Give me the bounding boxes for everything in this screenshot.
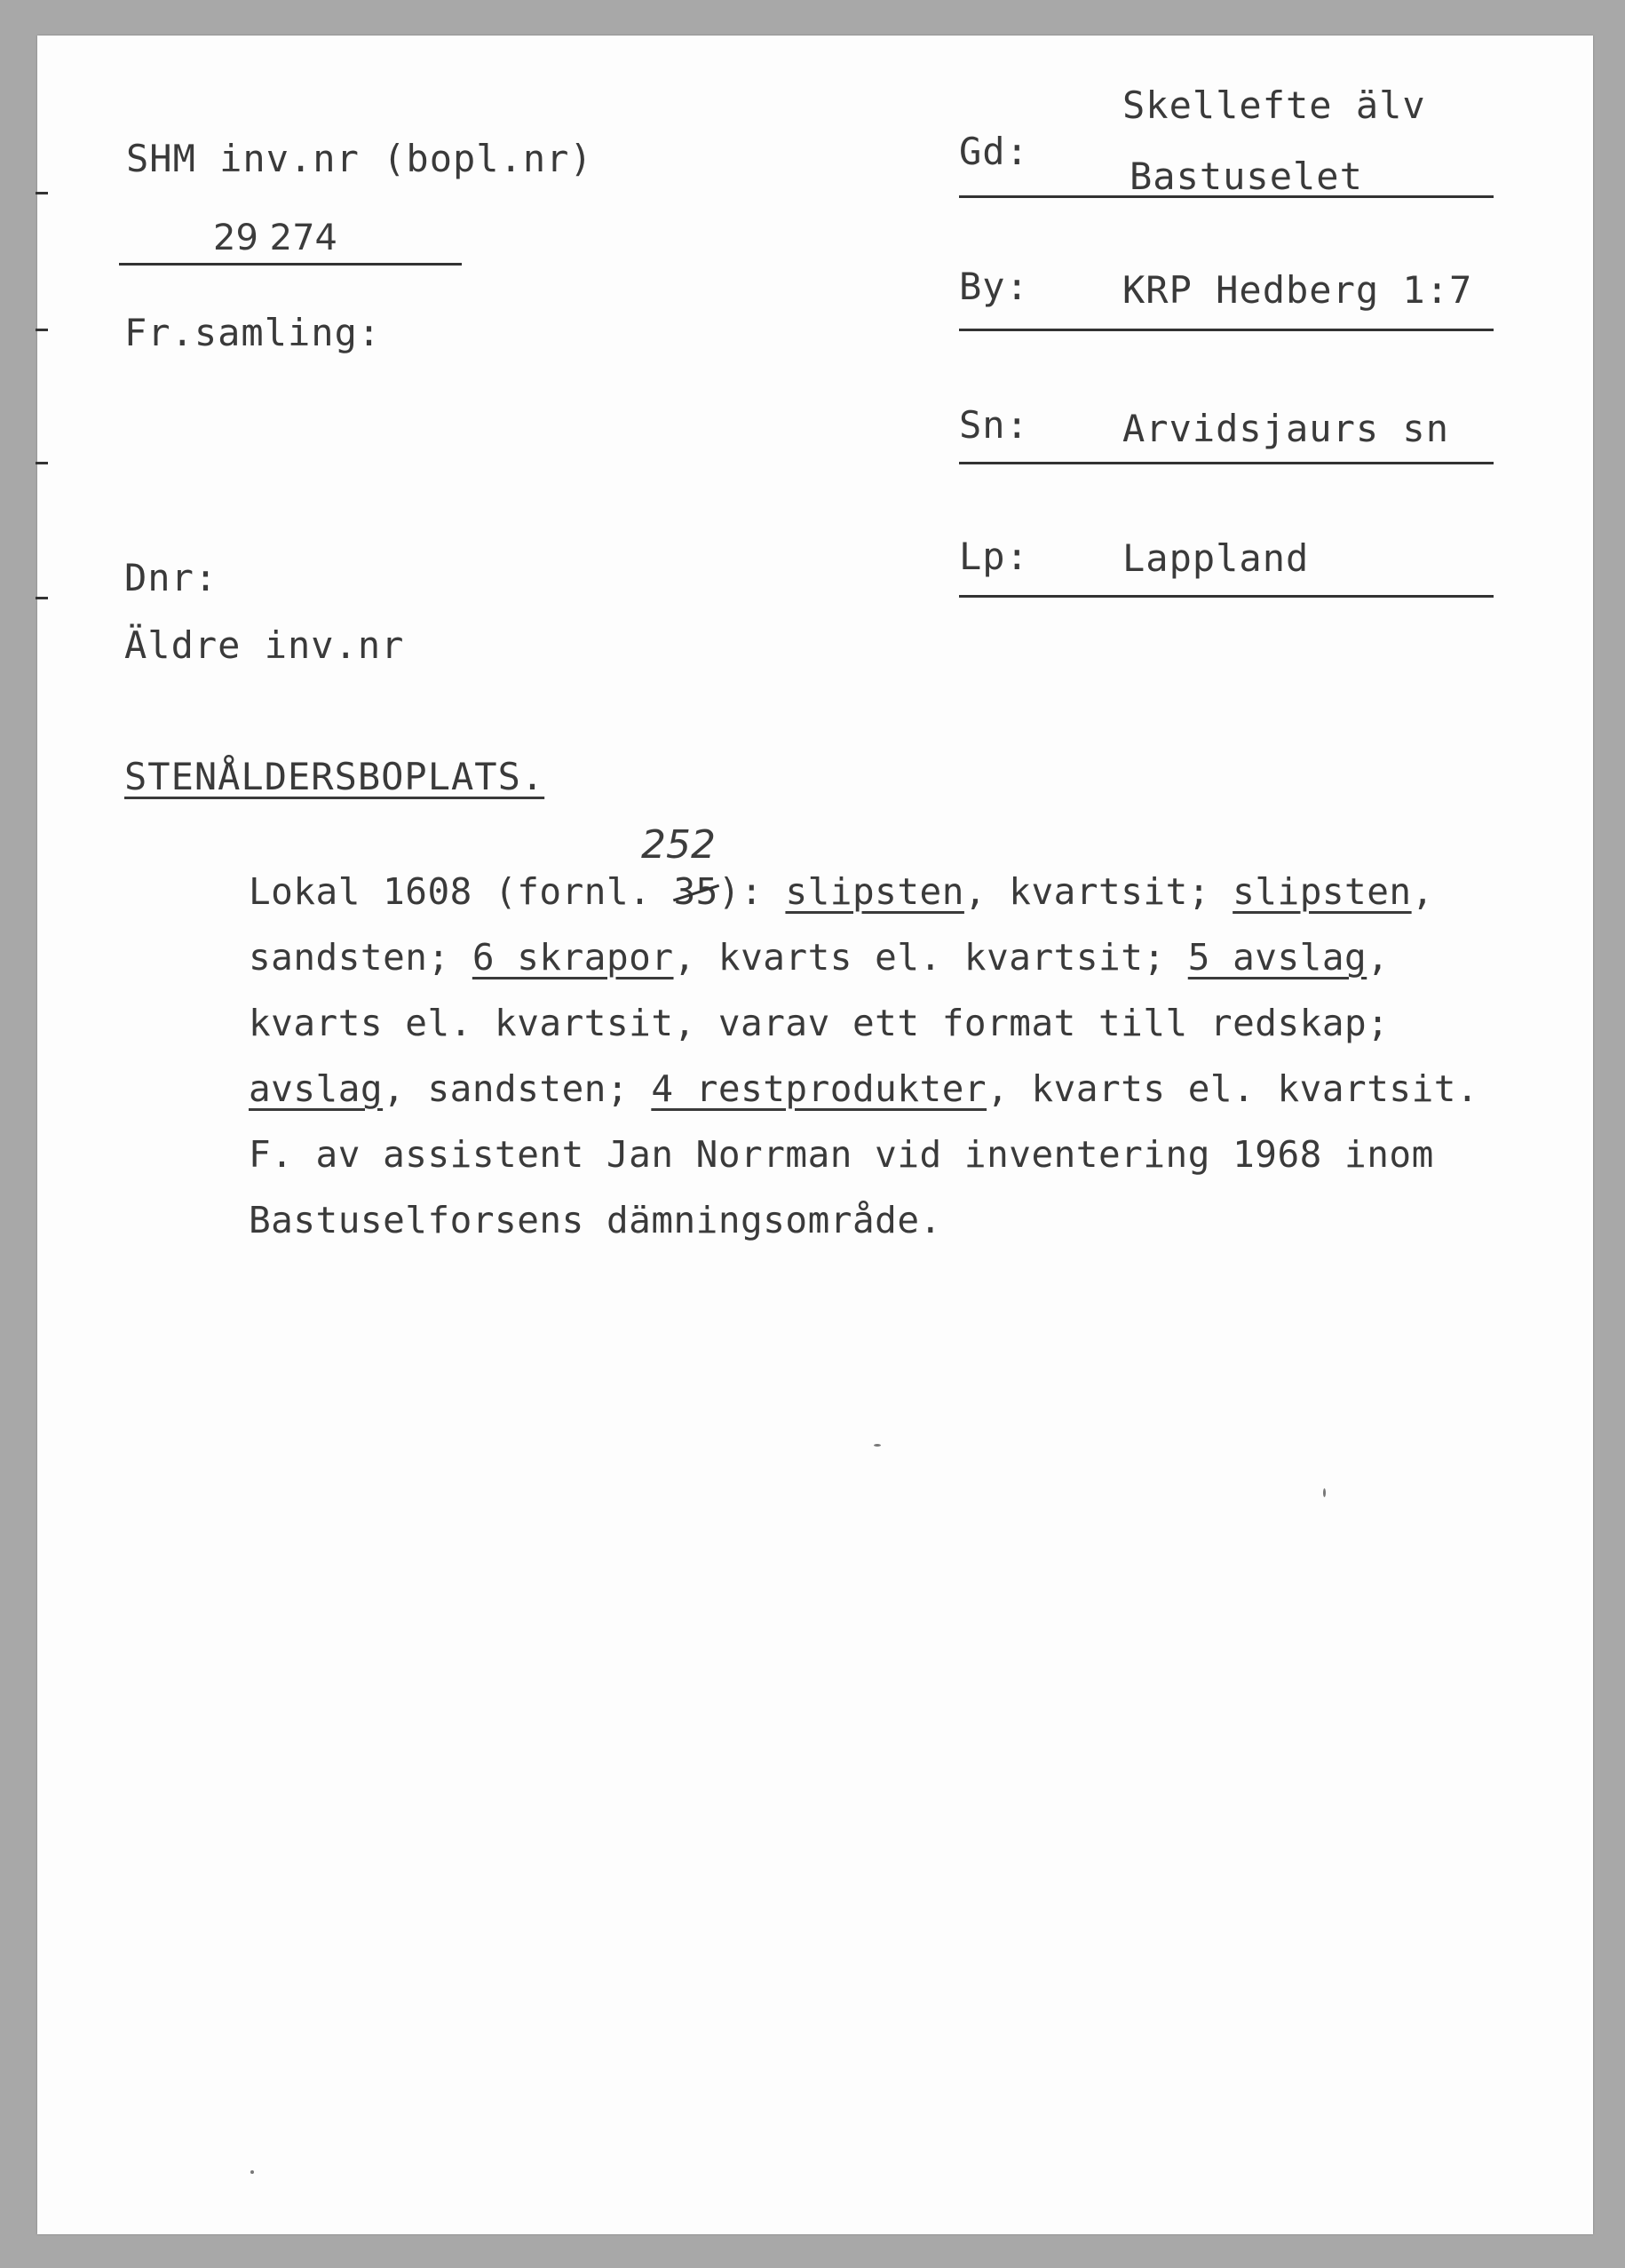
lp-rule [959, 595, 1494, 598]
scan-speck [1323, 1488, 1326, 1497]
body-text: , sandsten; [383, 1067, 652, 1110]
inv-label: SHM inv.nr (bopl.nr) [126, 137, 593, 180]
underlined-item: slipsten [785, 870, 964, 913]
gd-value-line2: Bastuselet [1130, 155, 1363, 198]
underlined-item: slipsten [1233, 870, 1412, 913]
gd-rule [959, 195, 1494, 198]
scan-speck [250, 2170, 254, 2174]
body-text: ): [717, 870, 786, 913]
scan-speck [874, 1444, 881, 1447]
underlined-item: 5 avslag [1187, 936, 1367, 979]
inv-number-rule [119, 263, 462, 266]
underlined-item: 4 restprodukter [651, 1067, 987, 1110]
inv-number: 29 274 [213, 218, 337, 258]
gd-label: Gd: [959, 130, 1029, 173]
body-text: , kvarts el. kvartsit. [987, 1067, 1479, 1110]
catalog-card [37, 36, 1593, 2234]
samling-label: Fr.samling: [124, 311, 382, 354]
by-label: By: [959, 265, 1029, 308]
body-line-5: F. av assistent Jan Norrman vid inventering 1968 inom [249, 1133, 1434, 1176]
body-text: , [1411, 870, 1434, 913]
body-line-2 [249, 936, 1390, 979]
body-text: , [1367, 936, 1390, 979]
handwritten-correction: 252 [641, 822, 716, 868]
edge-tick [36, 597, 48, 599]
edge-tick [36, 329, 48, 331]
body-text: Lokal 1608 (fornl. [249, 870, 674, 913]
card-heading: STENÅLDERSBOPLATS. [124, 755, 545, 798]
by-value: KRP Hedberg 1:7 [1122, 268, 1473, 312]
lp-label: Lp: [959, 535, 1029, 578]
body-text: sandsten; [249, 936, 472, 979]
edge-tick [36, 192, 48, 194]
by-rule [959, 329, 1494, 331]
gd-value-line1: Skellefte älv [1122, 83, 1426, 127]
body-text: , kvartsit; [963, 870, 1233, 913]
body-line-4 [249, 1067, 1479, 1110]
struck-number: 35 [673, 870, 718, 913]
sn-value: Arvidsjaurs sn [1122, 407, 1450, 450]
lp-value: Lappland [1122, 536, 1310, 580]
aldre-inv-label: Äldre inv.nr [124, 623, 405, 667]
body-line-6: Bastuselforsens dämningsområde. [249, 1199, 942, 1241]
underlined-item: avslag [249, 1067, 384, 1110]
edge-tick [36, 462, 48, 464]
sn-label: Sn: [959, 403, 1029, 447]
body-text: , kvarts el. kvartsit; [673, 936, 1188, 979]
sn-rule [959, 462, 1494, 464]
body-line-1 [249, 870, 1434, 913]
underlined-item: 6 skrapor [472, 936, 674, 979]
dnr-label: Dnr: [124, 556, 218, 599]
body-line-3: kvarts el. kvartsit, varav ett format till redskap; [249, 1002, 1390, 1044]
